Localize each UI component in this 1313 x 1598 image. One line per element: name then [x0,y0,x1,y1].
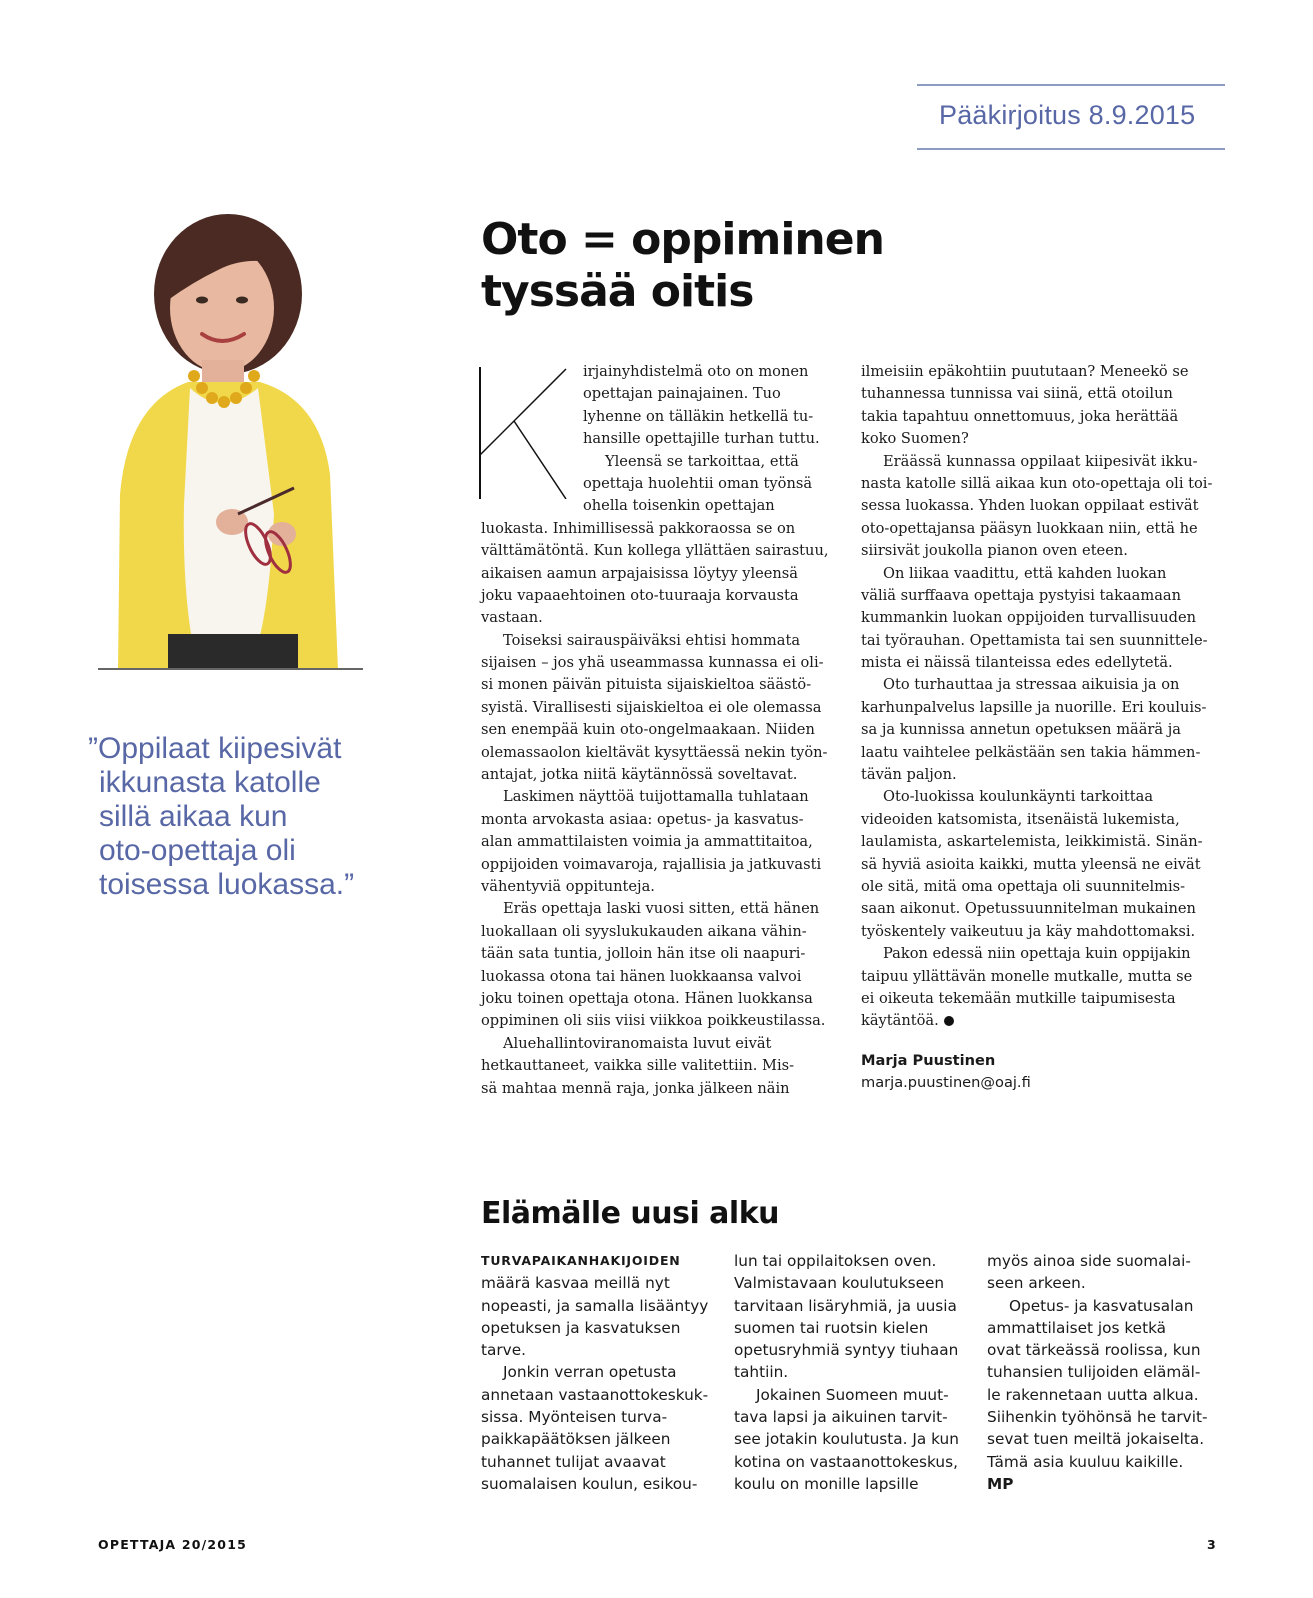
pull-quote-line: ”Oppilaat kiipesivät [88,732,342,765]
text-line: tarvitaan lisäryhmiä, ja uusia [734,1296,957,1315]
text-line: lun tai oppilaitoksen oven. [734,1252,937,1270]
pull-quote-line: oto-opettaja oli [99,834,296,867]
text-line: suomalaisen koulun, esikou- [481,1474,698,1493]
text-line: Oto-luokissa koulunkäynti tarkoittaa [883,788,1154,806]
text-line: tai työrauhan. Opettamista tai sen suunnittele- [861,631,1208,649]
text-line: paikkapäätöksen jälkeen [481,1430,671,1449]
text-line: annetaan vastaanottokeskuk- [481,1385,709,1404]
text-line: Siihenkin työhönsä he tarvit- [987,1408,1208,1427]
text-line: Eräs opettaja laski vuosi sitten, että hänen [503,900,820,918]
text-line: sevat tuen meiltä jokaiselta. [987,1430,1205,1449]
text-line: videoiden katsomista, itsenäistä lukemista, [861,810,1180,828]
text-line: ovat tärkeässä roolissa, kun [987,1341,1201,1360]
text-line: oppiminen oli siis viisi viikkoa poikkeustilassa. [481,1012,826,1030]
text-line: ei oikeuta tekemään mutkille taipumisesta [861,989,1176,1007]
pull-quote [88,732,378,902]
text-line: siirsivät joukolla pianon oven eteen. [861,542,1128,560]
text-line: laatu vaihtelee pelkästään sen takia hämmen- [861,743,1201,761]
text-line: Jonkin verran opetusta [503,1363,677,1382]
text-line: Opetus- ja kasvatusalan [1009,1296,1194,1315]
pull-quote-line: ikkunasta katolle [99,766,321,799]
text-line: sijaisen – jos yhä useammassa kunnassa ei oli- [481,654,824,672]
text-line: hetkauttaneet, vaikka sille valitettiin. Mis- [481,1057,795,1075]
text-line: sissa. Myönteisen turva- [481,1408,668,1427]
text-line: vastaan. [481,609,543,627]
text-line: tuhannet tulijat avaavat [481,1452,666,1471]
news-column-1 [481,1250,711,1495]
text-line: Valmistavaan koulutukseen [734,1274,945,1293]
text-line: Yleensä se tarkoittaa, että [605,452,799,470]
text-line: sä mahtaa mennä raja, jonka jälkeen näin [481,1079,790,1097]
text-line: koulu on monille lapsille [734,1474,919,1493]
text-line: Tämä asia kuuluu kaikille. [987,1452,1184,1471]
text-line: si monen päivän pituista sijaiskieltoa säästö- [481,676,812,694]
footer-page-number: 3 [1207,1537,1216,1552]
text-line-end [861,1010,1231,1032]
news-column-2 [734,1250,964,1495]
text-line: opettajan painajainen. Tuo [583,385,781,403]
text-line: saan aikonut. Opetussuunnitelman mukainen [861,900,1196,918]
text-line: sa ja kunnissa annetun opetuksen määrä ja [861,721,1181,739]
text-line: Pakon edessä niin opettaja kuin oppijakin [883,945,1191,963]
headline-line: tyssää oitis [481,266,754,317]
news-column-3 [987,1250,1217,1495]
text-line: syistä. Virallisesti sijaiskieltoa ei ole olemassa [481,698,822,716]
text-line: luokasta. Inhimillisessä pakkoraossa se on [481,519,796,537]
footer-magazine: OPETTAJA 20/2015 [98,1537,247,1552]
text-line: Eräässä kunnassa oppilaat kiipesivät ikku- [883,452,1198,470]
portrait-illustration [98,204,363,670]
text-line: kummankin luokan oppijoiden turvallisuuden [861,609,1196,627]
news-headline: Elämälle uusi alku [481,1196,780,1231]
text-line: alan ammattilaisten voimia ja ammattitaitoa, [481,833,813,851]
author-signature [861,1050,1161,1095]
text-line: ammattilaiset jos ketkä [987,1318,1167,1337]
text-line: käytäntöä. [861,1012,939,1030]
text-line: nopeasti, ja samalla lisääntyy [481,1296,709,1315]
text-line: koko Suomen? [861,430,969,448]
text-line: monta arvokasta asiaa: opetus- ja kasvatus- [481,810,804,828]
text-line: väliä surffaava opettaja pystyisi takaamaan [861,586,1181,604]
text-line: opetuksen ja kasvatuksen [481,1318,681,1337]
text-line: ilmeisiin epäkohtiin puututaan? Meneekö se [861,363,1189,380]
text-line: hansille opettajille turhan tuttu. [583,430,820,448]
text-line: TURVAPAIKANHAKIJOIDEN [481,1253,681,1268]
text-line: sessa luokassa. Yhden luokan oppilaat estivät [861,497,1199,515]
article-column-2 [861,361,1231,1033]
text-line: mista ei näissä tilanteissa edes edellytetä. [861,654,1173,672]
end-bullet-icon [944,1016,954,1026]
text-line: irjainyhdistelmä oto on monen [583,363,809,380]
headline-line: Oto = oppiminen [481,214,884,265]
text-line: työskentely vaikeutuu ja käy mahdottomaksi. [861,922,1196,940]
pull-quote-line: toisessa luokassa.” [99,868,355,901]
author-photo [98,204,363,670]
text-line: see jotakin koulutusta. Ja kun [734,1430,959,1449]
text-line: nasta katolle sillä aikaa kun oto-opettaja oli toi- [861,474,1213,492]
text-line: takia tapahtuu onnettomuus, joka herättää [861,407,1179,425]
text-line: Oto turhauttaa ja stressaa aikuisia ja on [883,676,1180,694]
text-line: Jokainen Suomeen muut- [756,1385,949,1404]
text-line: opettaja huolehtii oman työnsä [583,474,813,492]
text-line: antajat, jotka niitä käytännössä soveltavat. [481,766,798,784]
text-line: määrä kasvaa meillä nyt [481,1274,670,1293]
text-line: lyhenne on tälläkin hetkellä tu- [583,407,814,425]
text-line: tava lapsi ja aikuinen tarvit- [734,1408,948,1427]
text-line: myös ainoa side suomalai- [987,1252,1191,1270]
text-line: Aluehallintoviranomaista luvut eivät [503,1034,772,1052]
text-line: taipuu yllättävän monelle mutkalle, mutta se [861,967,1193,985]
text-line: seen arkeen. [987,1274,1086,1293]
text-line: aikaisen aamun arpajaisissa löytyy yleensä [481,564,798,582]
text-line: On liikaa vaadittu, että kahden luokan [883,564,1167,582]
author-email[interactable]: marja.puustinen@oaj.fi [861,1074,1031,1092]
text-line: Toiseksi sairauspäiväksi ehtisi hommata [503,631,801,649]
text-line: le rakennetaan uutta alkua. [987,1385,1199,1404]
text-line: tarve. [481,1341,526,1360]
text-line: luokassa otona tai hänen luokkaansa valvoi [481,967,802,985]
pull-quote-line: sillä aikaa kun [99,800,288,833]
text-line: laulamista, askartelemista, leikkimistä. Sinän- [861,833,1203,851]
text-line: oto-opettajansa pääsyn luokkaan niin, että he [861,519,1198,537]
text-line: olemassaolon kieltävät kysyttäessä nekin työn- [481,743,828,761]
text-line: Laskimen näyttöä tuijottamalla tuhlataan [503,788,809,806]
text-line: oppijoiden voimavaroja, rajallisia ja jatkuvasti [481,855,822,873]
text-line: tävän paljon. [861,766,957,784]
text-line: ohella toisenkin opettajan [583,497,775,515]
text-line: sen enempää kuin oto-ongelmaakaan. Niiden [481,721,815,739]
text-line: opetusryhmiä syntyy tiuhaan [734,1341,959,1360]
text-line: tahtiin. [734,1363,789,1382]
text-line: sä hyviä asioita kaikki, mutta yleensä ne eivät [861,855,1201,873]
text-line: luokallaan oli syyslukukauden aikana vähin- [481,922,807,940]
article-headline [481,214,884,318]
article-column-1 [481,361,841,1100]
photo-divider [98,668,363,670]
author-name: Marja Puustinen [861,1052,996,1069]
text-line: karhunpalvelus lapsille ja nuorille. Eri kouluis- [861,698,1207,716]
text-line: tuhannessa tunnissa vai siinä, että otoilun [861,385,1173,403]
text-line: joku toinen opettaja otona. Hänen luokkansa [481,989,813,1007]
text-line: ole sitä, mitä oma opettaja oli suunnitelmis- [861,877,1186,895]
text-line: välttämätöntä. Kun kollega yllättäen sairastuu, [481,542,829,560]
section-label [917,84,1225,150]
section-label-text: Pääkirjoitus 8.9.2015 [939,100,1196,130]
text-line: suomen tai ruotsin kielen [734,1318,929,1337]
text-line: vähentyviä oppitunteja. [481,877,655,895]
text-line: tään sata tuntia, jolloin hän itse oli naapuri- [481,945,806,963]
text-line: tuhansien tulijoiden elämäl- [987,1363,1201,1382]
text-line: joku vapaaehtoinen oto-tuuraaja korvausta [481,586,799,604]
text-line: kotina on vastaanottokeskus, [734,1452,958,1471]
text-line: MP [987,1474,1014,1493]
